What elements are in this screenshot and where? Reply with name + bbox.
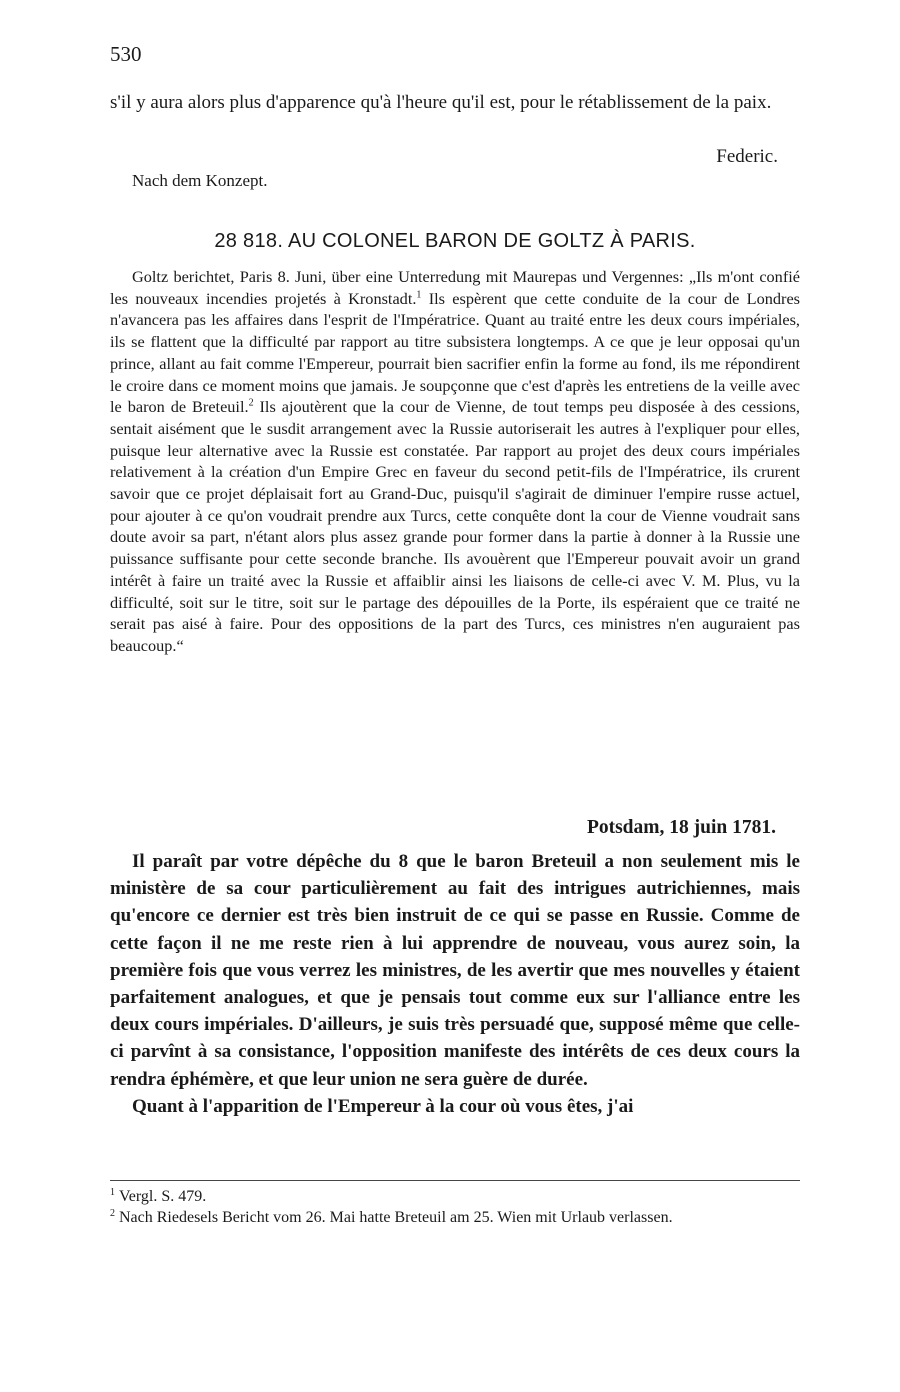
footnote-text-1: Vergl. S. 479. (119, 1188, 207, 1205)
body-paragraph-2: Quant à l'apparition de l'Empereur à la cour où vous êtes, j'ai (132, 1095, 634, 1117)
footnote-ref-2: 2 (248, 397, 254, 409)
signature: Federic. (716, 146, 778, 167)
footnotes (110, 1186, 800, 1228)
letter-body (110, 848, 800, 1120)
letter-heading: 28 818. AU COLONEL BARON DE GOLTZ À PARIS. (214, 230, 696, 252)
source-note: Nach dem Konzept. (132, 171, 268, 190)
continuation-text (110, 90, 800, 115)
body-paragraph-1: Il paraît par votre dépêche du 8 que le baron Breteuil a non seulement mis le ministère de sa cour particulièrement au fait des intrigues autrichiennes, mais qu'encore ce dernier est très bien instruit de ce qui se passe en Russie. Comme de cette façon il ne me reste rien à lui apprendre de nouveau, vous aurez soin, la première fois que vous verrez les ministres, de les avertir que mes nouvelles y étaient parfaitement analogues, et que je pensais tout comme eux sur l'alliance entre les deux cours impériales. D'ailleurs, je suis très persuadé que, supposé même que celle-ci parvînt à sa consistance, l'opposition manifeste des intérêts de ces deux cours la rendra éphémère, et que leur union ne sera guère de durée. (110, 851, 800, 1090)
summary-text-part-2: Ils espèrent que cette conduite de la cour de Londres n'avancera pas les affaires dans l'esprit de l'Impératrice. Quant au traité entre les deux cours impériales, ils se flattent que la difficulté par rapport au titre subsistera longtemps. A ce que je leur opposai qu'un prince, allant au fait comme l'Empereur, pourrait bien sacrifier enfin la forme au fond, ils me répondirent le croire dans ce moment moins que jamais. Je soupçonne que c'est d'après les entretiens de la veille avec le baron de Breteuil. (110, 288, 801, 417)
summary-paragraph (110, 266, 800, 657)
footnote-1 (110, 1186, 800, 1207)
summary-text-part-1: Goltz berichtet, Paris 8. Juni, über eine Unterredung mit Maurepas und Vergennes: „Ils m'ont confié les nouveaux incendies projetés à Kronstadt. (110, 267, 800, 308)
page-number: 530 (110, 42, 142, 66)
footnote-ref-1: 1 (416, 289, 422, 301)
footnote-divider (110, 1180, 800, 1181)
place-date: Potsdam, 18 juin 1781. (586, 817, 776, 838)
letter-summary (110, 266, 800, 657)
footnote-text-2: Nach Riedesels Bericht vom 26. Mai hatte Breteuil am 25. Wien mit Urlaub verlassen. (119, 1209, 673, 1226)
summary-text-part-3: Ils ajoutèrent que la cour de Vienne, de tout temps peu disposée à des cessions, sentait aisément que le susdit arrangement avec la Russie autoriserait les autres à l'expliquer pour elles, puisque leur alternative avec la Russie est constatée. Par rapport au projet des deux cours impériales relativement à la création d'un Empire Grec en faveur du second petit-fils de l'Impératrice, ils crurent savoir que ce projet déplaisait fort au Grand-Duc, puisqu'il s'agirait de diminuer l'empire russe actuel, pour ajouter à ce qu'on voudrait prendre aux Turcs, cette conquête dont la cour de Vienne voudrait sans doute avoir sa part, n'étant alors plus assez grande pour former dans la partie à donner à la Russie une puissance suffisante pour cette seconde branche. Ils avouèrent que l'Empereur pouvait avoir un grand intérêt à faire un traité avec la Russie et affaiblir ainsi les liaisons de celle-ci avec V. M. Plus, vu la difficulté, soit sur le titre, soit sur le partage des dépouilles de la Porte, ils espéraient que ce traité ne serait pas aisé à faire. Pour des oppositions de la part des Turcs, ces ministres n'en auguraient pas beaucoup.“ (110, 397, 800, 655)
footnote-mark-2: 2 (110, 1207, 115, 1219)
continuation-paragraph: s'il y aura alors plus d'apparence qu'à l'heure qu'il est, pour le rétablissement de la paix. (110, 92, 772, 113)
footnote-mark-1: 1 (110, 1186, 115, 1198)
footnote-2 (110, 1207, 800, 1228)
